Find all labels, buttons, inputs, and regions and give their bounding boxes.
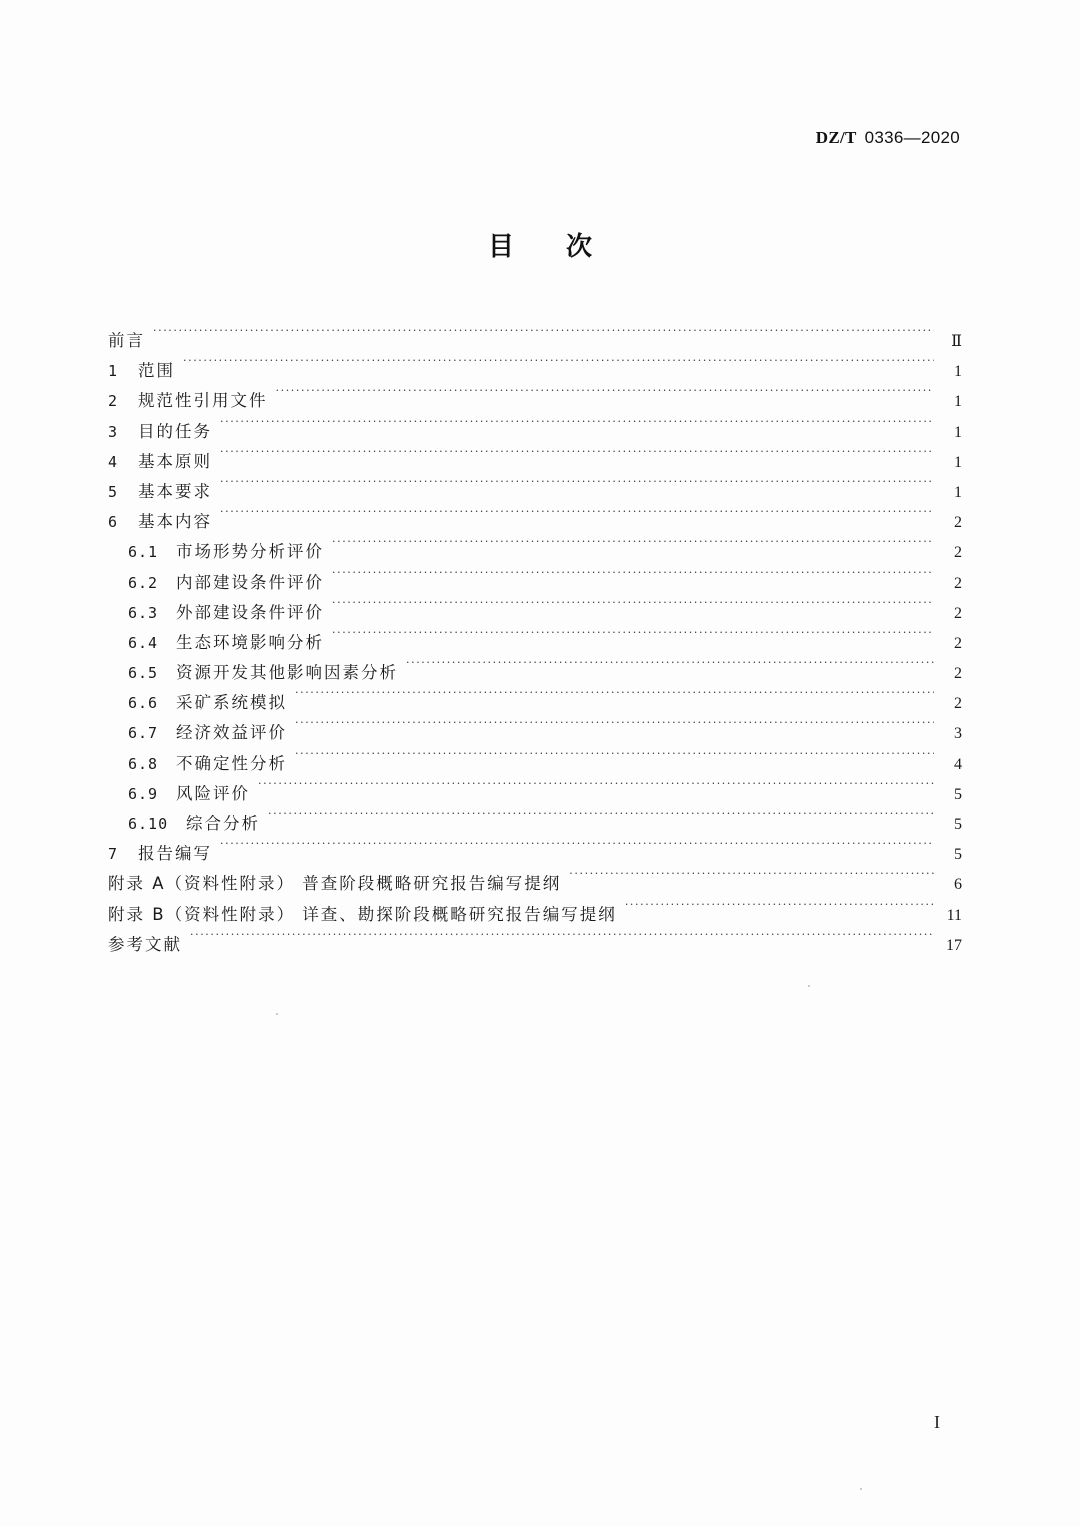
toc-entry-page: 5: [954, 785, 962, 803]
toc-entry-number: 6.5: [128, 664, 159, 683]
toc-entry-label: 报告编写: [138, 844, 212, 864]
dot-leader: [220, 437, 934, 467]
standard-code-prefix: DZ/T: [815, 128, 857, 147]
toc-entry[interactable]: [108, 407, 962, 441]
toc-entry-label: 基本内容: [138, 512, 212, 532]
toc-entry-label: 风险评价: [176, 783, 250, 803]
toc-entry-page: 2: [954, 634, 962, 652]
dot-leader: [625, 890, 934, 920]
toc-entry-number: 6.6: [128, 694, 159, 713]
toc-entry-number: 6.10: [128, 815, 169, 833]
toc-entry-number: 6.3: [128, 603, 159, 622]
dot-leader: [406, 648, 934, 678]
toc-entry-label: 规范性引用文件: [138, 391, 268, 411]
toc-entry-number: 4: [108, 452, 119, 471]
dot-leader: [569, 859, 934, 889]
toc-entry-page: 2: [954, 665, 962, 683]
toc-entry[interactable]: [108, 376, 962, 411]
toc-heading: [0, 226, 1080, 263]
toc-entry-label: 不确定性分析: [176, 753, 287, 773]
toc-entry-label: 生态环境影响分析: [176, 632, 324, 652]
dot-leader: [295, 678, 934, 708]
toc-entry-page: 1: [954, 453, 962, 471]
toc-entry-number: 3: [108, 422, 119, 441]
toc-entry-label: 市场形势分析评价: [176, 542, 324, 562]
toc-entry-number: 5: [108, 482, 119, 501]
toc-entry-label: 附录 A（资料性附录） 普查阶段概略研究报告编写提纲: [108, 874, 562, 894]
toc-entry[interactable]: [108, 437, 962, 471]
toc-entry-number: 6.9: [128, 784, 159, 803]
toc-entry-page: 2: [954, 574, 962, 592]
toc-heading-char-1: 目: [487, 232, 514, 262]
toc-entry-label: 基本要求: [138, 481, 212, 501]
toc-entry-number: 6.8: [128, 754, 159, 773]
scan-speck: [860, 1488, 862, 1490]
toc-entry-label: 附录 B（资料性附录） 详查、勘探阶段概略研究报告编写提纲: [108, 904, 617, 924]
toc-heading-char-2: 次: [566, 232, 593, 262]
dot-leader: [332, 618, 934, 648]
toc-entry[interactable]: [108, 859, 962, 894]
dot-leader: [220, 407, 934, 437]
dot-leader: [258, 769, 934, 799]
toc-entry-page: 5: [954, 816, 962, 833]
toc-entry-label: 采矿系统模拟: [176, 693, 287, 713]
table-of-contents: [108, 316, 962, 954]
dot-leader: [332, 527, 934, 557]
toc-entry-label: 目的任务: [138, 421, 212, 441]
toc-entry-number: 6.4: [128, 633, 159, 652]
dot-leader: [220, 829, 934, 859]
toc-entry-page: 1: [954, 483, 962, 501]
standard-code: [816, 128, 960, 148]
toc-entry-label: 经济效益评价: [176, 723, 287, 743]
toc-entry[interactable]: [108, 829, 962, 864]
toc-entry-number: 1: [108, 362, 119, 381]
toc-entry-page: 2: [954, 544, 962, 562]
toc-entry-number: 2: [108, 392, 119, 411]
toc-entry-label: 范围: [138, 361, 175, 381]
toc-entry[interactable]: [108, 467, 962, 501]
toc-entry[interactable]: [108, 316, 962, 350]
dot-leader: [153, 316, 934, 346]
page-number: I: [934, 1412, 940, 1432]
toc-entry-page: 2: [954, 695, 962, 713]
dot-leader: [332, 588, 934, 618]
toc-entry-label: 外部建设条件评价: [176, 602, 324, 622]
dot-leader: [183, 346, 934, 376]
toc-entry[interactable]: [108, 497, 962, 532]
toc-entry-number: 6.7: [128, 724, 159, 743]
toc-entry-page: Ⅱ: [951, 333, 962, 350]
standard-code-number: 0336—2020: [864, 128, 960, 147]
scan-speck: [276, 1013, 278, 1015]
toc-entry-page: 2: [954, 604, 962, 622]
toc-entry-page: 17: [946, 936, 962, 954]
dot-leader: [332, 558, 934, 588]
toc-entry-page: 3: [954, 725, 962, 743]
dot-leader: [220, 497, 934, 527]
toc-entry[interactable]: [108, 920, 962, 954]
toc-entry-number: 7: [108, 845, 119, 864]
toc-entry-page: 1: [954, 363, 962, 381]
toc-entry-page: 6: [954, 876, 962, 894]
dot-leader: [268, 799, 934, 829]
toc-entry-label: 综合分析: [186, 814, 260, 833]
dot-leader: [190, 920, 934, 950]
scan-speck: [808, 985, 810, 987]
toc-entry[interactable]: [108, 527, 962, 562]
toc-entry-page: 11: [946, 906, 962, 924]
toc-entry-label: 资源开发其他影响因素分析: [176, 663, 398, 683]
toc-entry-page: 2: [954, 514, 962, 532]
dot-leader: [295, 708, 934, 738]
dot-leader: [295, 739, 934, 769]
toc-entry-label: 内部建设条件评价: [176, 572, 324, 592]
dot-leader: [220, 467, 934, 497]
toc-entry-label: 参考文献: [108, 934, 182, 954]
toc-entry-number: 6: [108, 513, 119, 532]
toc-entry-label: 基本原则: [138, 451, 212, 471]
toc-entry-number: 6.1: [128, 543, 159, 562]
toc-entry-number: 6.2: [128, 573, 159, 592]
toc-entry-label: 前言: [108, 331, 145, 350]
toc-entry[interactable]: [108, 346, 962, 381]
toc-entry-page: 5: [954, 846, 962, 864]
toc-entry-page: 1: [954, 393, 962, 411]
toc-entry-page: 4: [954, 755, 962, 773]
toc-entry-page: 1: [954, 423, 962, 441]
dot-leader: [276, 376, 935, 406]
